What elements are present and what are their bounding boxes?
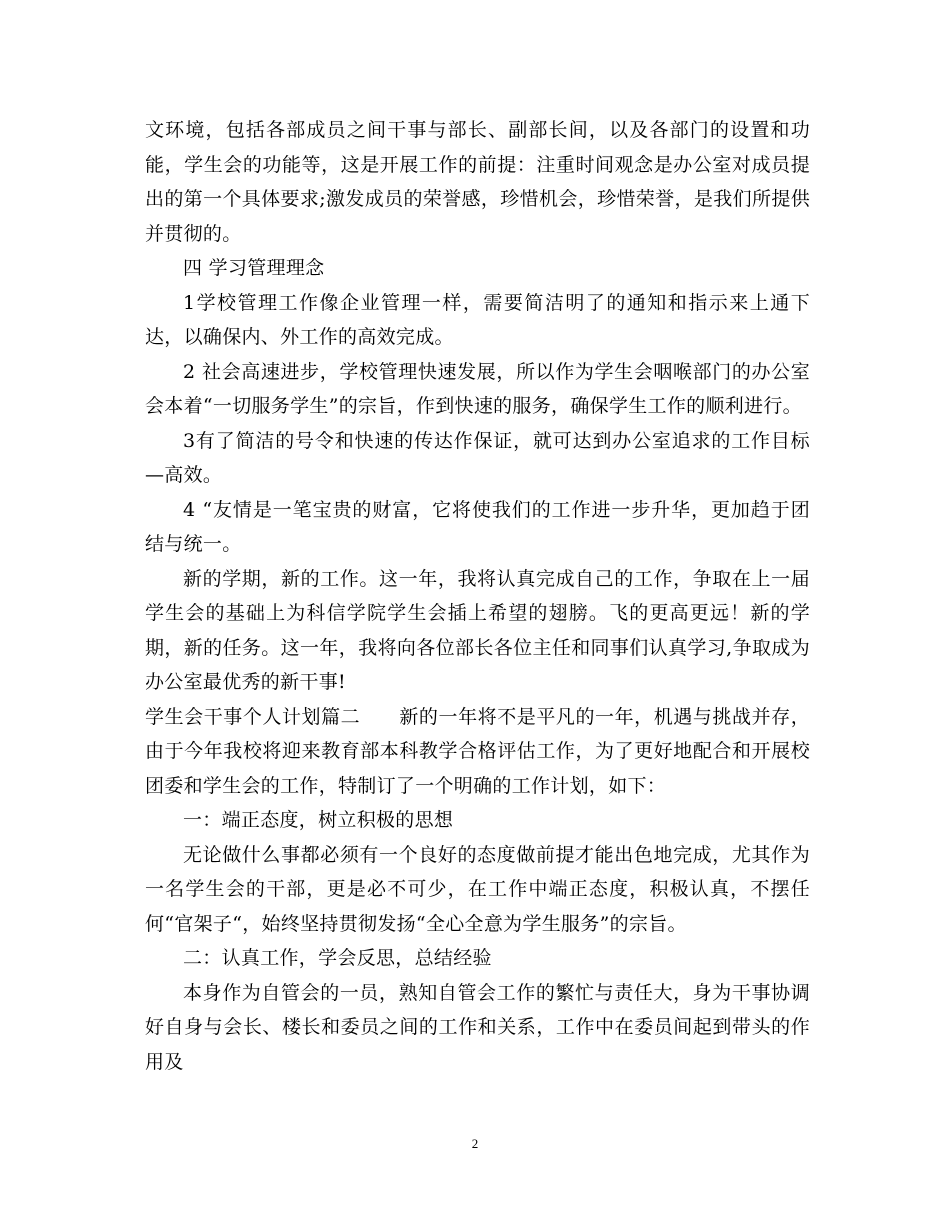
- paragraph-continuation: 文环境，包括各部成员之间干事与部长、副部长间，以及各部门的设置和功能，学生会的功能等，这是开展工作的前提：注重时间观念是办公室对成员提出的第一个具体要求;激发成员的荣誉感，珍惜机会，珍惜荣誉，是我们所提供并贯彻的。: [145, 119, 810, 245]
- section-heading-four: 四 学习管理理念: [183, 257, 325, 279]
- paragraph-self-management: 本身作为自管会的一员，熟知自管会工作的繁忙与责任大，身为干事协调好自身与会长、楼长和委员之间的工作和关系，工作中在委员间起到带头的作用及: [145, 981, 810, 1073]
- page-number: 2: [471, 1136, 479, 1151]
- paragraph-plan-two: 学生会干事个人计划篇二 新的一年将不是平凡的一年，机遇与挑战并存，由于今年我校将迎来教育部本科教学合格评估工作，为了更好地配合和开展校团委和学生会的工作，特制订了一个明确的工作计划，如下：: [145, 705, 810, 797]
- section-heading-one: 一：端正态度，树立积极的思想: [183, 809, 454, 831]
- document-body: [145, 113, 810, 1079]
- list-item-4: 4 “友情是一笔宝贵的财富，它将使我们的工作进一步升华，更加趋于团结与统一。: [145, 498, 810, 555]
- section-heading-two: 二：认真工作，学会反思，总结经验: [183, 947, 492, 969]
- paragraph-new-semester: 新的学期，新的工作。这一年，我将认真完成自己的工作，争取在上一届学生会的基础上为科信学院学生会插上希望的翅膀。飞的更高更远！新的学期，新的任务。这一年，我将向各位部长各位主任和同事们认真学习,争取成为办公室最优秀的新干事!: [145, 567, 810, 693]
- list-item-2: 2 社会高速进步，学校管理快速发展，所以作为学生会咽喉部门的办公室会本着“一切服务学生”的宗旨，作到快速的服务，确保学生工作的顺利进行。: [145, 360, 810, 417]
- paragraph-attitude: 无论做什么事都必须有一个良好的态度做前提才能出色地完成，尤其作为一名学生会的干部，更是必不可少，在工作中端正态度，积极认真，不摆任何“官架子“，始终坚持贯彻发扬“全心全意为学生服务”的宗旨。: [145, 843, 810, 935]
- list-item-3: 3有了简洁的号令和快速的传达作保证，就可达到办公室追求的工作目标—高效。: [145, 429, 810, 486]
- list-item-1: 1学校管理工作像企业管理一样，需要简洁明了的通知和指示来上通下达，以确保内、外工作的高效完成。: [145, 291, 810, 348]
